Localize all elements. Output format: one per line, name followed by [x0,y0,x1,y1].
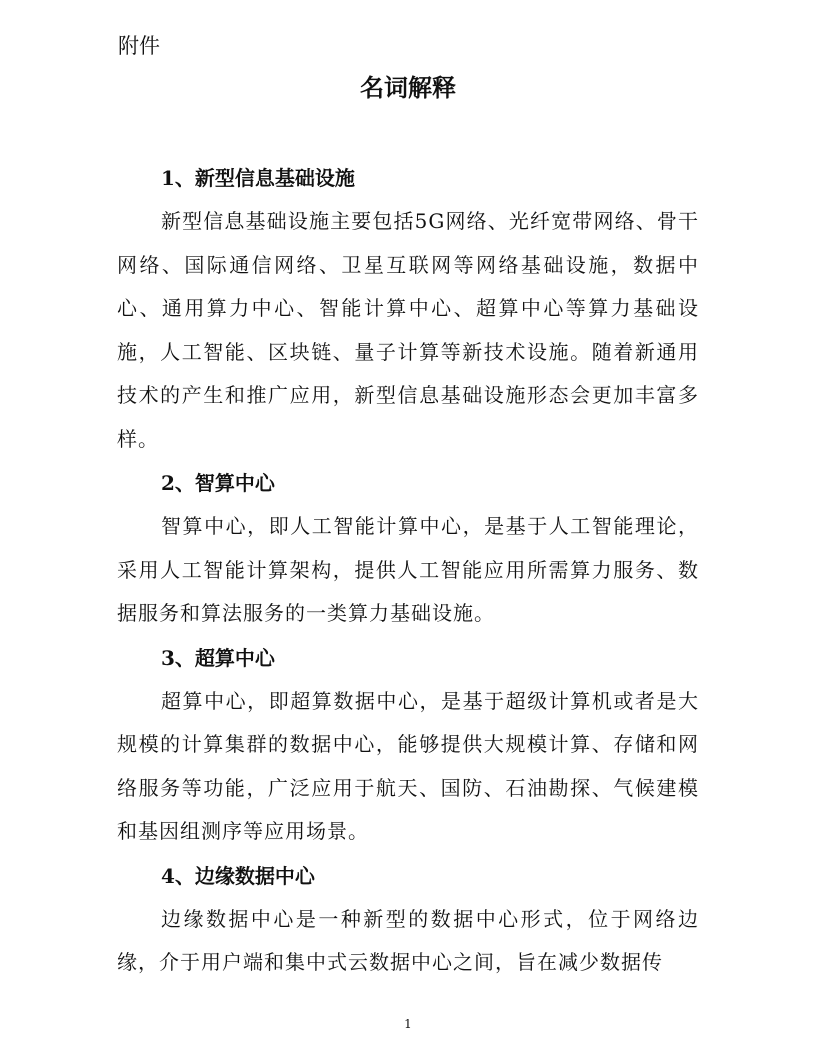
term-heading: 1、新型信息基础设施 [161,166,355,190]
term-section [117,854,699,985]
page-number: 1 [404,1017,412,1031]
document-title: 名词解释 [360,73,456,102]
term-body: 边缘数据中心是一种新型的数据中心形式，位于网络边缘，介于用户端和集中式云数据中心之间，旨在减少数据传 [117,906,699,974]
term-section [117,156,699,461]
term-body: 智算中心，即人工智能计算中心，是基于人工智能理论，采用人工智能计算架构，提供人工智能应用所需算力服务、数据服务和算法服务的一类算力基础设施。 [117,514,699,625]
term-body: 新型信息基础设施主要包括5G网络、光纤宽带网络、骨干网络、国际通信网络、卫星互联网等网络基础设施，数据中心、通用算力中心、智能计算中心、超算中心等算力基础设施，人工智能、区块链、量子计算等新技术设施。随着新通用技术的产生和推广应用，新型信息基础设施形态会更加丰富多样。 [117,209,699,451]
term-body: 超算中心，即超算数据中心，是基于超级计算机或者是大规模的计算集群的数据中心，能够提供大规模计算、存储和网络服务等功能，广泛应用于航天、国防、石油勘探、气候建模和基因组测序等应用场景。 [117,688,699,843]
term-section [117,636,699,854]
term-heading: 2、智算中心 [161,471,275,495]
attachment-label: 附件 [118,34,160,58]
term-heading: 4、边缘数据中心 [161,863,315,888]
term-section [117,461,699,636]
term-heading: 3、超算中心 [161,645,275,670]
document-content [117,156,699,985]
